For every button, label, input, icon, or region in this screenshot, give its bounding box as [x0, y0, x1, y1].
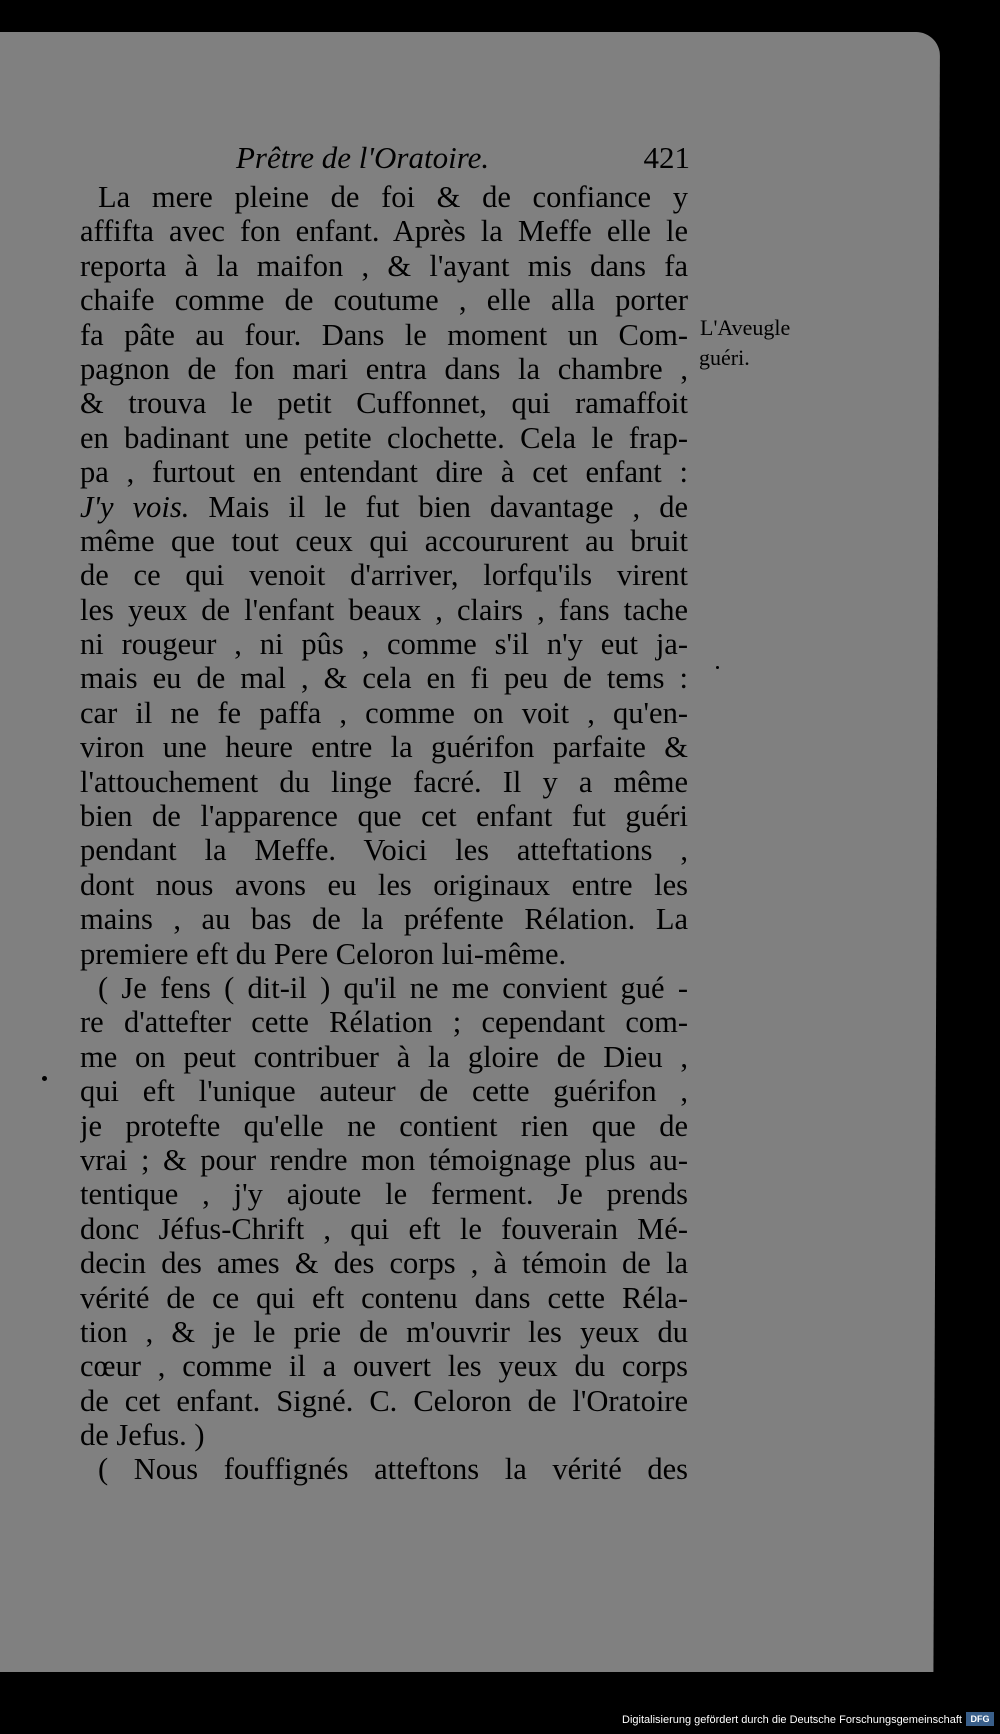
- text-line: fa pâte au four. Dans le moment un Com-: [80, 317, 688, 352]
- italic-phrase: J'y vois.: [80, 489, 190, 524]
- running-title: Prêtre de l'Oratoire.: [236, 140, 490, 175]
- dfg-logo: DFG: [966, 1712, 994, 1726]
- text-line: pagnon de fon mari entra dans la chambre ,: [80, 351, 688, 386]
- text-line: l'attouchement du linge facré. Il y a même: [80, 764, 688, 799]
- text-line: affifta avec fon enfant. Après la Meffe elle le: [80, 214, 688, 249]
- text-line: bien de l'apparence que cet enfant fut guéri: [80, 799, 688, 834]
- text-line: premiere eft du Pere Celoron lui-même.: [80, 936, 567, 971]
- text-line: mais eu de mal , & cela en fi peu de tems :: [80, 661, 688, 696]
- marginal-note-line: L'Aveugle: [700, 315, 791, 340]
- text-line: reporta à la maifon , & l'ayant mis dans fa: [80, 248, 688, 283]
- text-line: & trouva le petit Cuffonnet, qui ramaffoit: [80, 386, 688, 421]
- text-line: tion , & je le prie de m'ouvrir les yeux du: [80, 1314, 688, 1349]
- text-line: viron une heure entre la guérifon parfaite &: [80, 730, 688, 765]
- digitization-footer: [0, 1706, 1000, 1734]
- text-line: La mere pleine de foi & de confiance y: [98, 180, 688, 214]
- text-line: me on peut contribuer à la gloire de Dieu ,: [80, 1039, 688, 1074]
- text-line: ( Nous fouffignés atteftons la vérité des: [98, 1452, 688, 1487]
- text-line: ni rougeur , ni pûs , comme s'il n'y eut ja-: [80, 627, 688, 662]
- running-header: [230, 140, 690, 180]
- scan-speck: [42, 1076, 47, 1081]
- text-line: decin des ames & des corps , à témoin de la: [80, 1246, 688, 1281]
- text-line: les yeux de l'enfant beaux , clairs , fans tache: [80, 592, 688, 627]
- text-line: J'y vois. Mais il le fut bien davantage , de: [80, 489, 688, 524]
- text-line: vérité de ce qui eft contenu dans cette Réla-: [80, 1280, 688, 1315]
- text-line: en badinant une petite clochette. Cela le frap-: [80, 420, 688, 455]
- text-line: qui eft l'unique auteur de cette guérifon ,: [80, 1074, 688, 1109]
- page-number: 421: [643, 140, 690, 175]
- text-line: dont nous avons eu les originaux entre les: [80, 867, 688, 902]
- text-line: cœur , comme il a ouvert les yeux du corps: [80, 1349, 688, 1384]
- text-line: donc Jéfus-Chrift , qui eft le fouverain Mé-: [80, 1211, 688, 1246]
- text-line: de ce qui venoit d'arriver, lorfqu'ils virent: [80, 558, 688, 593]
- text-line: pendant la Meffe. Voici les atteftations ,: [80, 833, 688, 868]
- text-line: de cet enfant. Signé. C. Celoron de l'Oratoire: [80, 1383, 688, 1418]
- funding-note: Digitalisierung gefördert durch die Deutsche Forschungsgemeinschaft: [622, 1714, 962, 1726]
- text-line: mains , au bas de la préfente Rélation. La: [80, 902, 688, 937]
- text-line: car il ne fe paffa , comme on voit , qu'en-: [80, 695, 688, 730]
- body-text: [80, 180, 688, 1487]
- text-line: chaife comme de coutume , elle alla porter: [80, 283, 688, 318]
- marginal-note: [700, 313, 850, 373]
- text-line: tentique , j'y ajoute le ferment. Je prends: [80, 1177, 688, 1212]
- text-line: re d'attefter cette Rélation ; cependant com-: [80, 1005, 688, 1040]
- marginal-note-line: guéri.: [699, 345, 750, 370]
- text-line: pa , furtout en entendant dire à cet enfant :: [80, 455, 688, 490]
- scan-speck: [716, 666, 719, 669]
- text-line: même que tout ceux qui accoururent au bruit: [80, 523, 688, 558]
- text-line: je protefte qu'elle ne contient rien que de: [80, 1108, 688, 1143]
- text-line: ( Je fens ( dit-il ) qu'il ne me convient gué -: [98, 970, 688, 1005]
- text-line: de Jefus. ): [80, 1418, 205, 1453]
- text-line: vrai ; & pour rendre mon témoignage plus au-: [80, 1142, 688, 1177]
